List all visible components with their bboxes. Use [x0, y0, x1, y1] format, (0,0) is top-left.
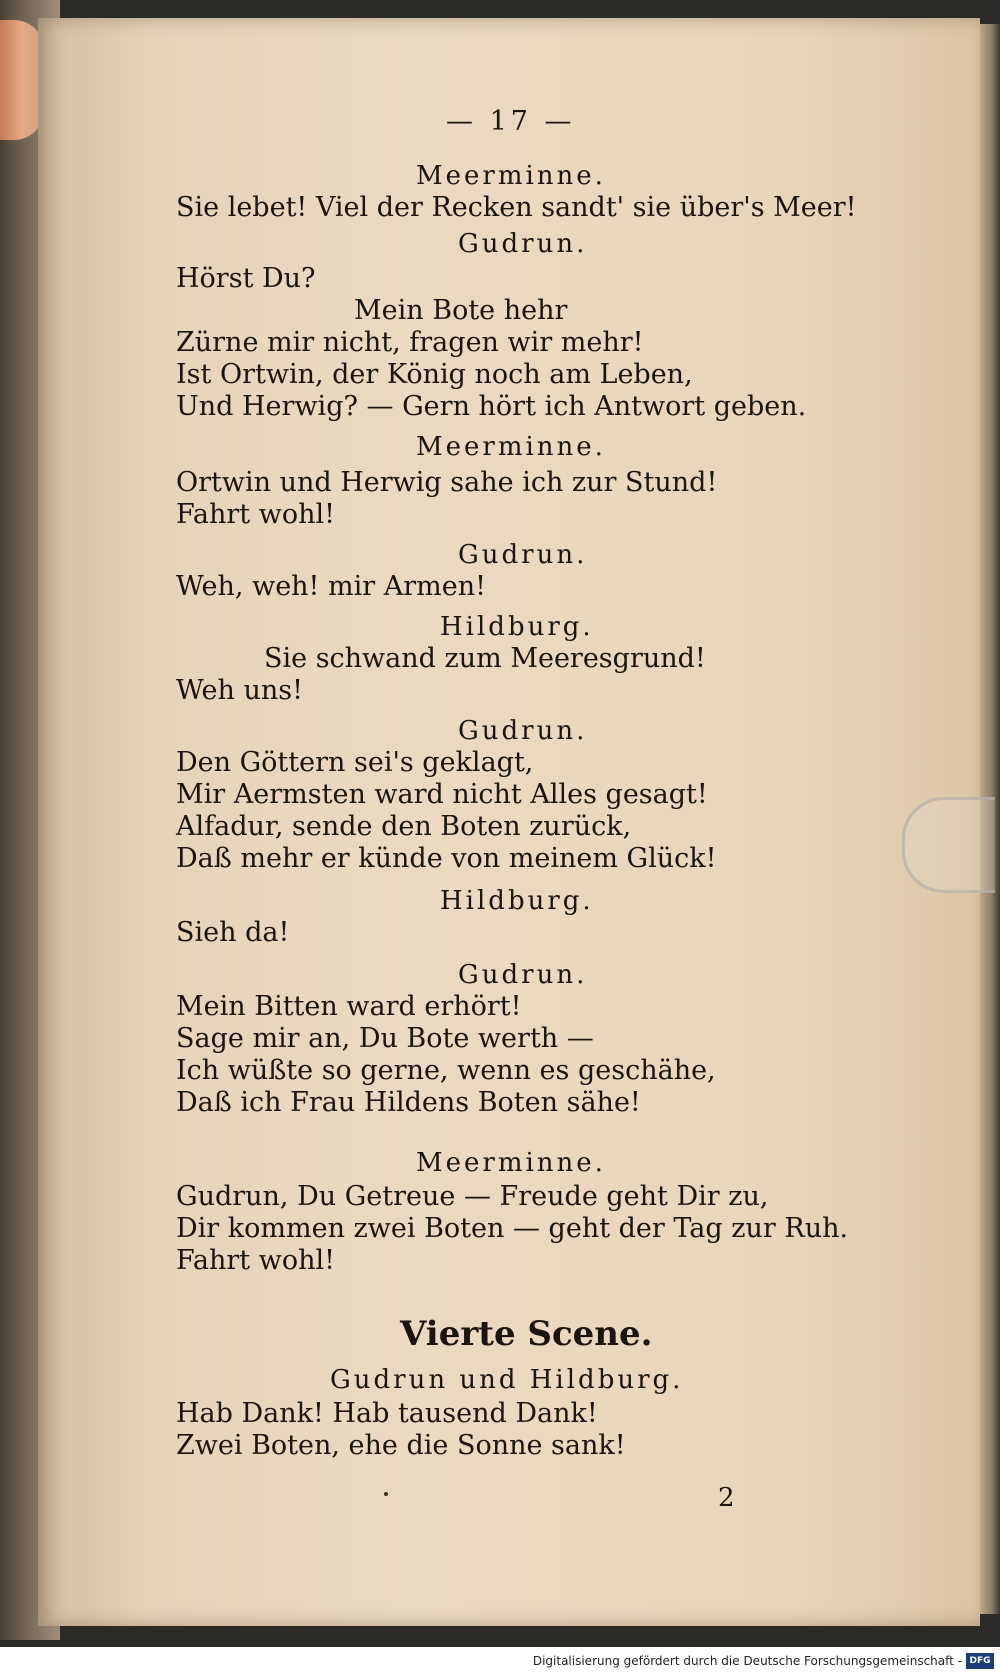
speaker-label: Gudrun. — [458, 960, 588, 990]
speaker-label: Hildburg. — [440, 886, 594, 916]
speaker-label: Gudrun. — [458, 229, 588, 259]
verse-line: Mein Bitten ward erhört! — [176, 991, 522, 1022]
speaker-label: Meerminne. — [416, 1148, 606, 1178]
scene-title: Vierte Scene. — [400, 1314, 653, 1354]
verse-line: Sie lebet! Viel der Recken sandt' sie über's Meer! — [176, 192, 857, 223]
speaker-label: Gudrun. — [458, 540, 588, 570]
verse-line: Ortwin und Herwig sahe ich zur Stund! — [176, 467, 718, 498]
ink-dot — [384, 1492, 388, 1496]
dfg-logo-icon: DFG — [966, 1653, 994, 1669]
verse-line: Ist Ortwin, der König noch am Leben, — [176, 359, 693, 390]
verse-line: Fahrt wohl! — [176, 1245, 335, 1276]
book-page — [38, 18, 980, 1626]
verse-line: Zürne mir nicht, fragen wir mehr! — [176, 327, 644, 358]
verse-line: Mein Bote hehr — [354, 295, 568, 326]
footer-bar — [0, 1647, 1000, 1677]
verse-line: Sieh da! — [176, 917, 290, 948]
speaker-label: Meerminne. — [416, 432, 606, 462]
signature-mark: 2 — [718, 1483, 735, 1513]
verse-line: Weh, weh! mir Armen! — [176, 571, 486, 602]
verse-line: Daß mehr er künde von meinem Glück! — [176, 843, 717, 874]
verse-line: Zwei Boten, ehe die Sonne sank! — [176, 1430, 626, 1461]
verse-line: Hörst Du? — [176, 263, 316, 294]
verse-line: Ich wüßte so gerne, wenn es geschähe, — [176, 1055, 716, 1086]
footer-credit: Digitalisierung gefördert durch die Deutsche Forschungsgemeinschaft - — [532, 1654, 962, 1668]
page-clip — [902, 797, 995, 893]
verse-line: Sage mir an, Du Bote werth — — [176, 1023, 594, 1054]
scene-speaker-label: Gudrun und Hildburg. — [330, 1365, 684, 1395]
verse-line: Mir Aermsten ward nicht Alles gesagt! — [176, 779, 708, 810]
verse-line: Fahrt wohl! — [176, 499, 335, 530]
speaker-label: Meerminne. — [416, 161, 606, 191]
speaker-label: Gudrun. — [458, 716, 588, 746]
verse-line: Gudrun, Du Getreue — Freude geht Dir zu, — [176, 1181, 769, 1212]
speaker-label: Hildburg. — [440, 612, 594, 642]
verse-line: Sie schwand zum Meeresgrund! — [264, 643, 706, 674]
page-number-top: — 17 — — [446, 106, 576, 137]
verse-line: Hab Dank! Hab tausend Dank! — [176, 1398, 598, 1429]
verse-line: Weh uns! — [176, 675, 303, 706]
verse-line: Den Göttern sei's geklagt, — [176, 747, 534, 778]
verse-line: Alfadur, sende den Boten zurück, — [176, 811, 632, 842]
verse-line: Dir kommen zwei Boten — geht der Tag zur Ruh. — [176, 1213, 849, 1244]
verse-line: Und Herwig? — Gern hört ich Antwort geben. — [176, 391, 807, 422]
verse-line: Daß ich Frau Hildens Boten sähe! — [176, 1087, 641, 1118]
